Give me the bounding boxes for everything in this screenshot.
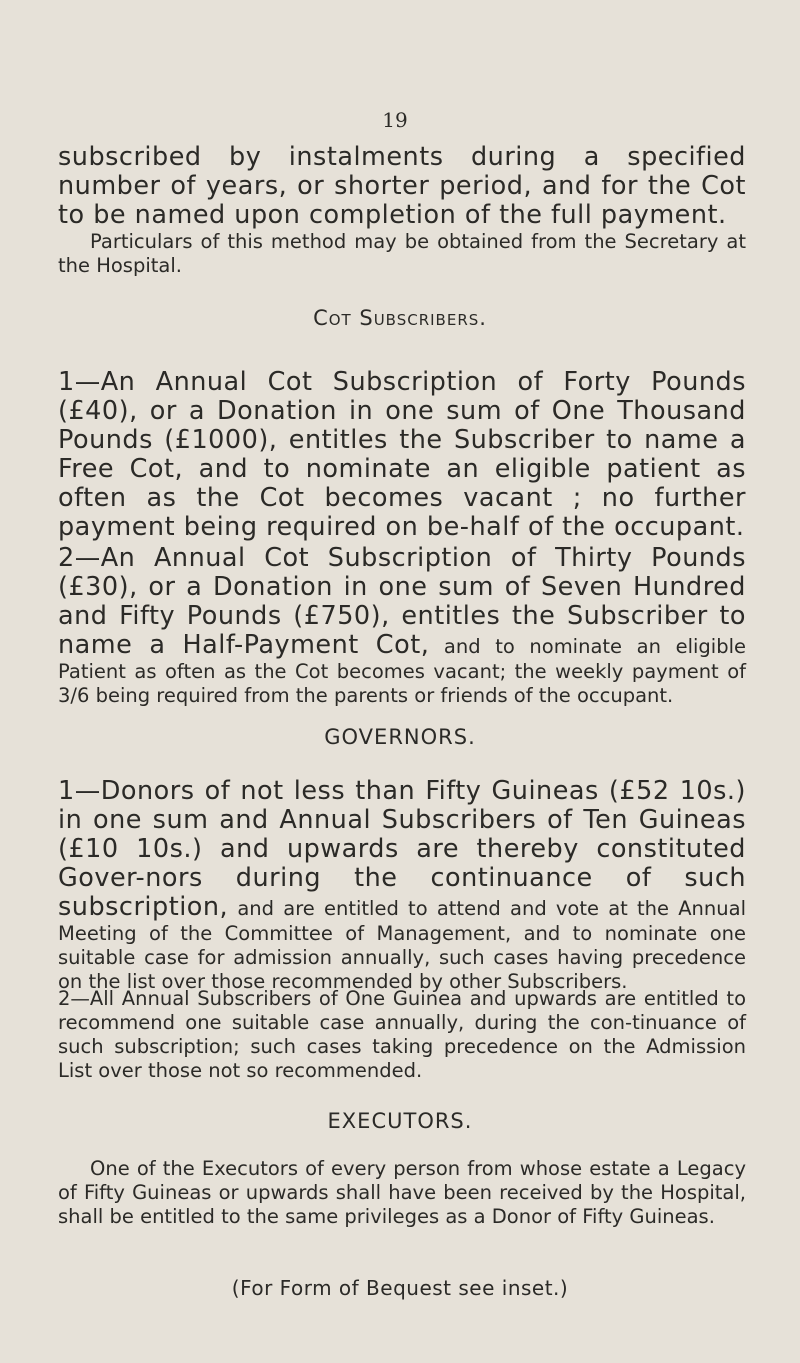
cot-subscription-item-1: 1—An Annual Cot Subscription of Forty Pounds (£40), or a Donation in one sum of One Thousand Pounds (£1000), entitles the Subscriber to name a Free Cot, and to nominate an eligible patient as often as the Cot becomes vacant ; no further payment being required on be-half of the occupant. — [58, 367, 746, 542]
intro-paragraph: subscribed by instalments during a specified number of years, or shorter period, and for the Cot to be named upon completion of the full payment. — [58, 142, 746, 230]
governors-item-1-large-text: 1—Donors of not less than Fifty Guineas (£52 10s.) in one sum and Annual Subscribers of Ten Guineas (£10 10s.) and upwards are thereby constituted Gover-nors during the continuance of such subscription, — [58, 776, 746, 922]
bequest-note: (For Form of Bequest see inset.) — [231, 1276, 569, 1300]
cot-item-2-large-text: 2—An Annual Cot Subscription of Thirty Pounds (£30), or a Donation in one sum of Seven Hundred and Fifty Pounds (£750), entitles the Subscriber to name a Half-Payment Cot, — [58, 543, 746, 660]
cot-subscription-item-2 — [58, 544, 746, 708]
governors-item-2: 2—All Annual Subscribers of One Guinea and upwards are entitled to recommend one suitable case annually, during the con-tinuance of such subscription; such cases taking precedence on the Admission List over those not so recommended. — [58, 987, 746, 1082]
cot-item-2-small-text: and to nominate an eligible Patient as often as the Cot becomes vacant; the weekly payment of 3/6 being required from the parents or friends of the occupant. — [58, 635, 747, 707]
executors-heading: EXECUTORS. — [327, 1109, 473, 1133]
cot-subscribers-heading: Cot Subscribers. — [313, 306, 487, 330]
page-number: 19 — [382, 108, 408, 132]
governors-item-1 — [58, 777, 746, 994]
intro-note: Particulars of this method may be obtained from the Secretary at the Hospital. — [58, 230, 746, 277]
executors-paragraph: One of the Executors of every person from whose estate a Legacy of Fifty Guineas or upwards shall have been received by the Hospital, shall be entitled to the same privileges as a Donor of Fifty Guineas. — [58, 1157, 746, 1228]
governors-heading: GOVERNORS. — [324, 725, 476, 749]
governors-item-1-small-text: and are entitled to attend and vote at the Annual Meeting of the Committee of Management, and to nominate one suitable case for admission annually, such cases having precedence on the list over those recommended by other Subscribers. — [58, 897, 746, 993]
